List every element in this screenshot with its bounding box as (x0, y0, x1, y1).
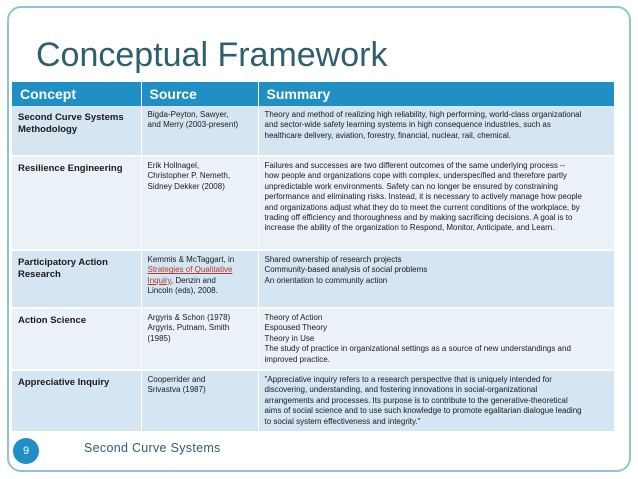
slide-title: Conceptual Framework (36, 36, 388, 74)
concept-line: Resilience Engineering (18, 163, 123, 174)
concept-line: Appreciative Inquiry (18, 377, 110, 389)
source-line: Srivastva (1987) (147, 385, 206, 395)
summary-cell (258, 250, 614, 308)
source-link[interactable]: Inquiry (147, 275, 171, 285)
header-concept: Concept (12, 82, 141, 106)
header-source: Source (141, 82, 258, 106)
source-line: Sidney Dekker (2008) (147, 181, 225, 191)
table-row (12, 308, 614, 370)
summary-line: and organizations adjust what they do to meet the current conditions of the workplace, by (264, 202, 580, 212)
summary-line: arrangements and processes. Its purpose is to contribute to the generative-theoretical (264, 395, 568, 405)
source-line: Argyris & Schon (1978) (147, 313, 231, 322)
summary-line: discovering, understanding, and fostering innovations in social-organizational (264, 385, 538, 395)
summary-cell (258, 106, 614, 156)
summary-line: performance and eliminating risks. Instead, it is necessary to actively manage how people (264, 192, 582, 202)
source-line: Erik Hollnagel, (147, 161, 200, 170)
concept-line: Methodology (18, 124, 78, 135)
summary-line: increase the ability of the organization to Respond, Monitor, Anticipate, and Learn. (264, 223, 555, 233)
source-line: (1985) (147, 333, 171, 343)
summary-line: "Appreciative inquiry refers to a research perspective that is uniquely intended for (264, 375, 552, 385)
summary-line: Espoused Theory (264, 323, 328, 333)
source-cell (141, 308, 258, 370)
summary-line: Shared ownership of research projects (264, 255, 402, 264)
summary-line: trading off efficiency and thoroughness and by making sacrificing decisions. A goal is to (264, 213, 573, 223)
source-link[interactable]: Strategies of Qualitative (147, 265, 233, 275)
source-line: Lincoln (eds), 2008. (147, 286, 218, 296)
summary-line: improved practice. (264, 354, 330, 364)
summary-cell (258, 308, 614, 370)
source-line: Christopher P. Nemeth, (147, 171, 231, 181)
summary-line: Theory in Use (264, 333, 315, 343)
summary-line: and sector-wide safety learning systems in high consequence industries, such as (264, 120, 551, 130)
table-row (12, 370, 614, 432)
concept-cell (12, 250, 141, 308)
summary-cell (258, 156, 614, 250)
concept-line: Research (18, 269, 61, 280)
concept-line: Action Science (18, 315, 87, 326)
source-line: Bigda-Peyton, Sawyer, (147, 110, 229, 119)
source-line: , Denzin and (170, 275, 216, 285)
source-cell (141, 156, 258, 250)
source-cell (141, 250, 258, 308)
source-line: Kemmis & McTaggart, in (147, 255, 235, 264)
concept-line: Second Curve Systems (18, 112, 124, 123)
summary-line: Failures and successes are two different outcomes of the same underlying process -- (264, 161, 566, 170)
concept-cell (12, 106, 141, 156)
concept-cell (12, 308, 141, 370)
summary-line: healthcare delivery, aviation, forestry, financial, nuclear, rail, chemical. (264, 130, 511, 140)
summary-line: to social system effectiveness and integrity." (264, 416, 421, 426)
summary-line: Theory and method of realizing high reliability, high performing, world-class organizational (264, 110, 582, 119)
table-row (12, 156, 614, 250)
footer-text: Second Curve Systems (84, 441, 221, 455)
summary-line: Community-based analysis of social problems (264, 265, 428, 275)
table-row (12, 250, 614, 308)
table-row (12, 106, 614, 156)
summary-line: aims of social science and to use such knowledge to promote egalitarian dialogue leading (264, 406, 582, 416)
page-number-badge: 9 (13, 438, 39, 464)
summary-line: Theory of Action (264, 313, 323, 322)
summary-cell (258, 370, 614, 432)
header-summary: Summary (258, 82, 614, 106)
summary-line: unpredictable work environments. Safety can no longer be ensured by constraining (264, 181, 559, 191)
summary-line: how people and organizations cope with complex, underspecified and therefore partly (264, 171, 567, 181)
source-cell (141, 370, 258, 432)
framework-table (12, 82, 614, 433)
source-cell (141, 106, 258, 156)
source-line: and Merry (2003-present) (147, 120, 239, 130)
concept-line: Participatory Action (18, 257, 108, 268)
summary-line: An orientation to community action (264, 275, 388, 285)
source-line: Cooperrider and (147, 375, 206, 385)
table-header-row (12, 82, 614, 106)
summary-line: The study of practice in organizational settings as a source of new understandings and (264, 344, 571, 354)
concept-cell (12, 370, 141, 432)
concept-cell (12, 156, 141, 250)
source-line: Argyris, Putnam, Smith (147, 323, 230, 333)
